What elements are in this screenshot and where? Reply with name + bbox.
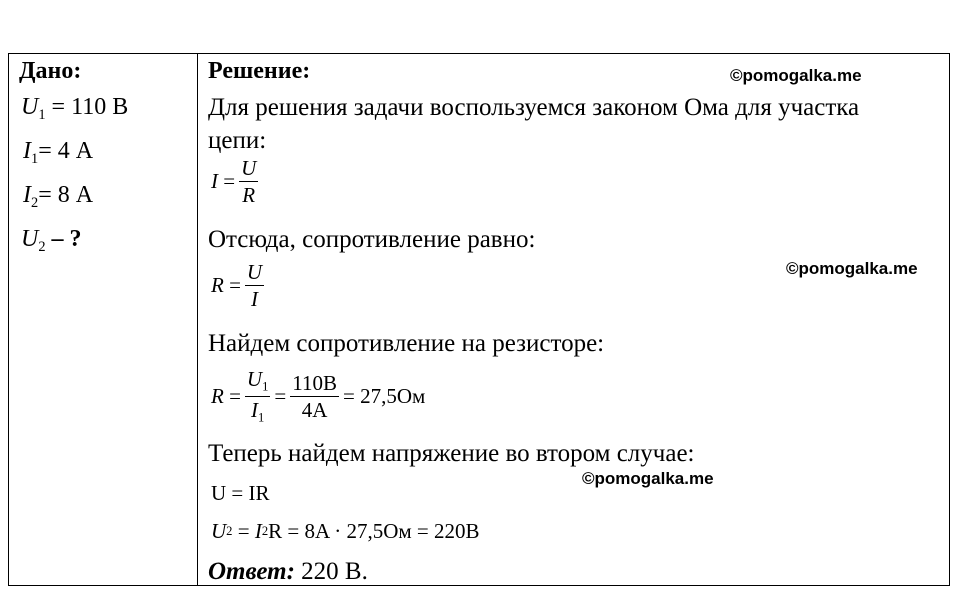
text-find-resistance: Найдем сопротивление на резисторе: bbox=[208, 330, 605, 357]
given-item-i2: $I_2= 8$ А bbox=[23, 182, 94, 212]
given-column bbox=[9, 54, 197, 585]
solution-header: Решение: bbox=[208, 58, 311, 84]
answer-line: Ответ: 220 В. bbox=[208, 558, 368, 585]
solution-column bbox=[199, 54, 949, 585]
text-resistance-equals: Отсюда, сопротивление равно: bbox=[208, 226, 536, 253]
intro-line-1: Для решения задачи воспользуемся законом Ома для участка bbox=[208, 94, 860, 121]
column-divider bbox=[197, 54, 198, 585]
formula-resistance-value: R = $\frac{U_1}{I_1}$ = $\frac{110B}{4A}$ = 27,5Ом bbox=[211, 367, 426, 425]
formula-resistance: R = $\frac{U}{I}$ bbox=[211, 260, 263, 312]
given-item-u2-unknown: $U_2$ – ? bbox=[21, 226, 82, 256]
formula-voltage: U = IR bbox=[211, 481, 270, 505]
watermark-3: ©pomogalka.me bbox=[582, 469, 714, 488]
intro-line-2: цепи: bbox=[208, 127, 267, 154]
watermark-2: ©pomogalka.me bbox=[786, 259, 918, 278]
given-item-i1: $I_1= 4$ А bbox=[23, 138, 94, 168]
watermark-1: ©pomogalka.me bbox=[730, 66, 862, 85]
given-header: Дано: bbox=[19, 58, 82, 84]
text-find-voltage: Теперь найдем напряжение во втором случае: bbox=[208, 440, 695, 467]
given-item-u1: $U_1 = 110$ В bbox=[21, 94, 129, 124]
formula-voltage-value: U 2 = I 2 R = 8A · 27,5Ом = 220B bbox=[211, 519, 480, 543]
formula-ohm-law: I = $\frac{U}{R}$ bbox=[211, 156, 257, 208]
solution-table bbox=[8, 53, 950, 586]
